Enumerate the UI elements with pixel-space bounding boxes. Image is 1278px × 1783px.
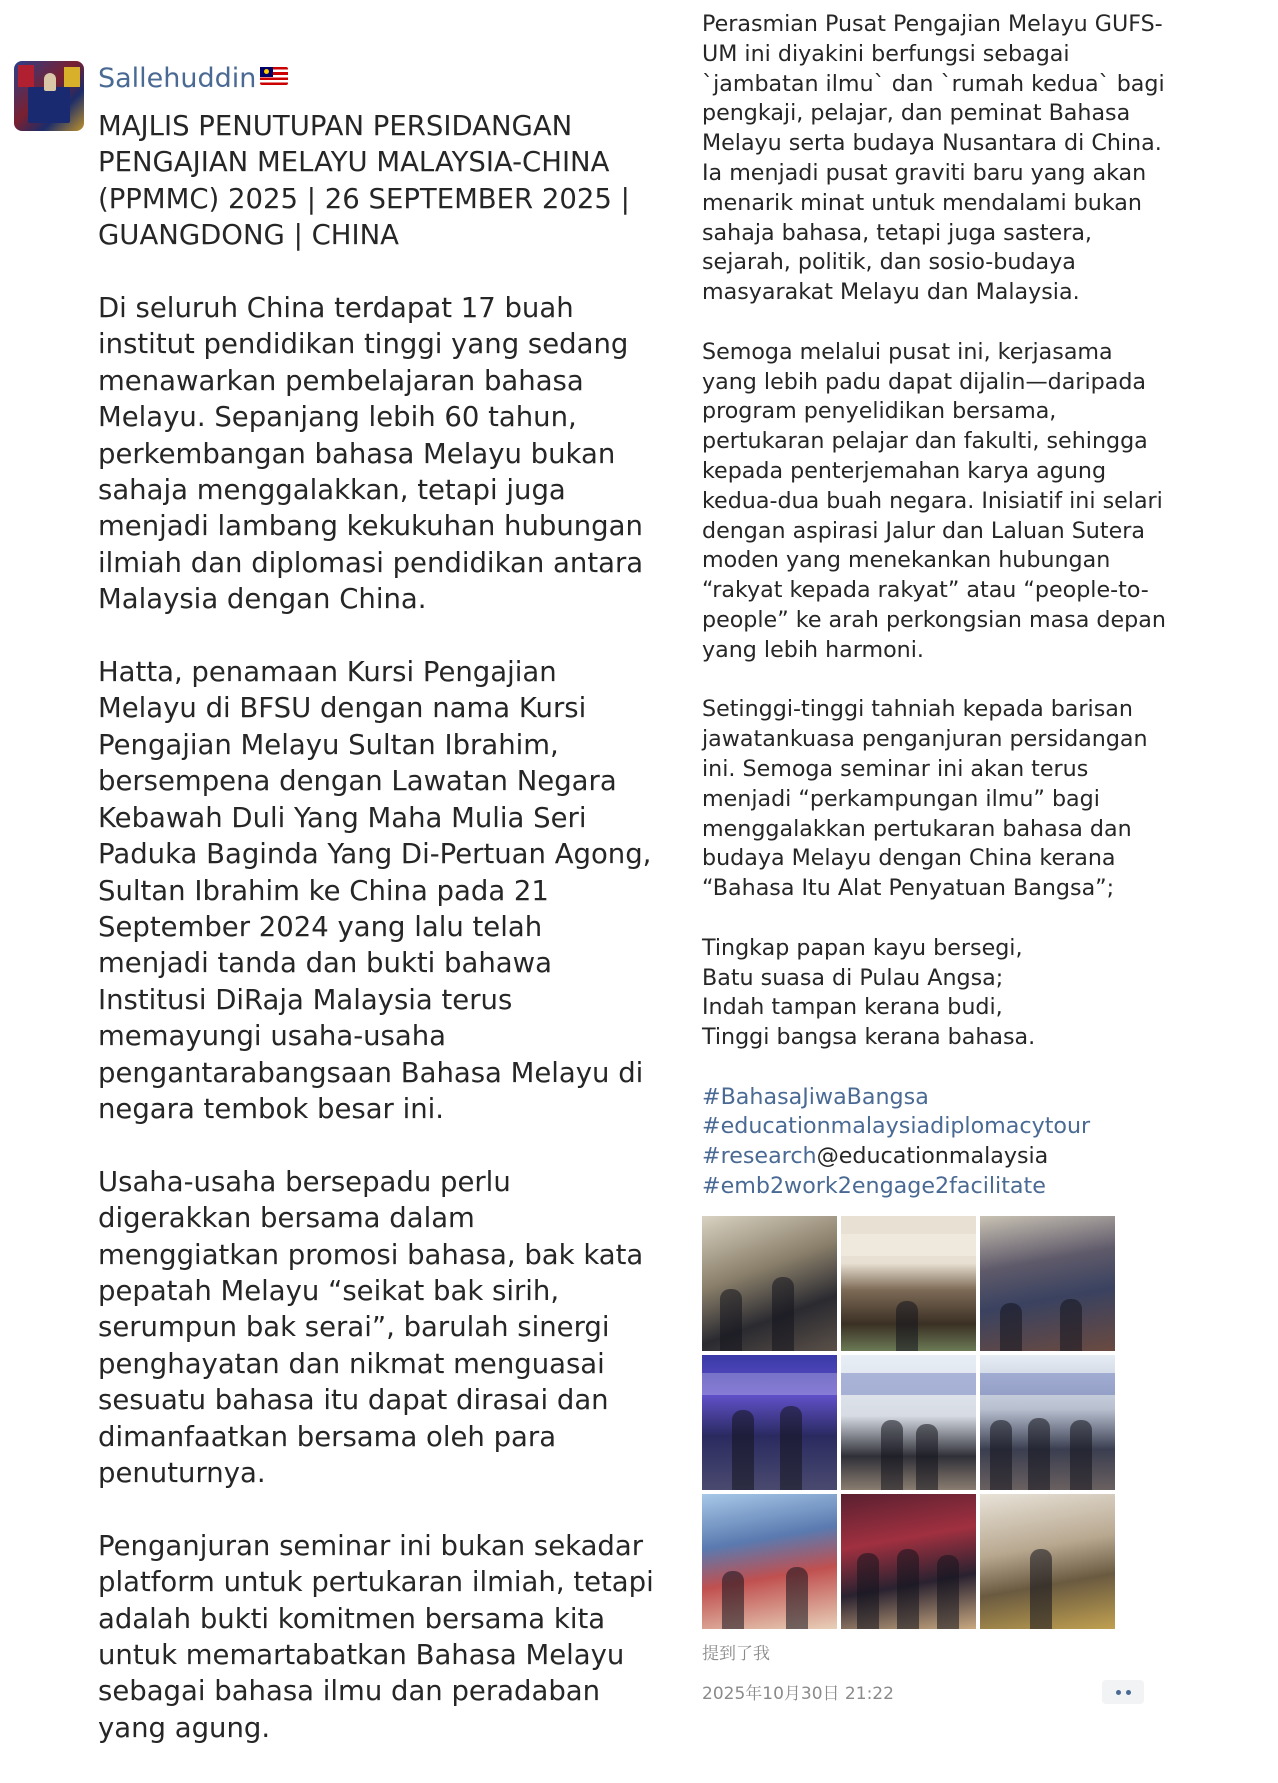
photo-figure: [772, 1277, 794, 1351]
post-paragraph: Hatta, penamaan Kursi Pengajian Melayu di BFSU dengan nama Kursi Pengajian Melayu Sultan Ibrahim, bersempena dengan Lawatan Negara Kebawah Duli Yang Maha Mulia Seri Paduka Baginda Yang Di-Pertuan Agong, Sultan Ibrahim ke China pada 21 September 2024 yang lalu telah menjadi tanda dan bukti bahawa Institusi DiRaja Malaysia terus memayungi usaha-usaha pengantarabangsaan Bahasa Melayu di negara tembok besar ini.: [98, 656, 652, 1125]
more-button[interactable]: [1102, 1680, 1144, 1704]
photo-figure: [1030, 1549, 1052, 1629]
avatar-person: [44, 73, 56, 91]
photo-figure: [881, 1420, 903, 1490]
photo-figure: [720, 1289, 742, 1351]
photo-figure: [1060, 1299, 1082, 1351]
post-paragraph: Penganjuran seminar ini bukan sekadar platform untuk pertukaran ilmiah, tetapi adalah bukti komitmen bersama kita untuk memartabatkan Bahasa Melayu sebagai bahasa ilmu dan peradaban yang agung.: [98, 1529, 654, 1744]
pantun-verse: Tingkap papan kayu bersegi, Batu suasa di Pulau Angsa; Indah tampan kerana budi, Tinggi bangsa kerana bahasa.: [702, 934, 1036, 1051]
more-dots-icon: [1116, 1690, 1121, 1695]
more-dots-icon: [1126, 1690, 1131, 1695]
post-paragraph: Di seluruh China terdapat 17 buah institut pendidikan tinggi yang sedang menawarkan pembelajaran bahasa Melayu. Sepanjang lebih 60 tahun, perkembangan bahasa Melayu bukan sahaja menggalakkan, tetapi juga menjadi lambang kekukuhan hubungan ilmiah dan diplomasi pendidikan antara Malaysia dengan China.: [98, 292, 644, 616]
photo-thumbnail[interactable]: [841, 1494, 976, 1629]
avatar-podium: [28, 87, 70, 123]
hashtag-link[interactable]: #research: [702, 1143, 817, 1170]
username-link[interactable]: [98, 62, 288, 96]
photo-figure: [1070, 1420, 1092, 1490]
post-paragraph: Semoga melalui pusat ini, kerjasama yang lebih padu dapat dijalin—daripada program penyelidikan bersama, pertukaran pelajar dan fakulti, sehingga kepada penterjemahan karya agung kedua-dua buah negara. Inisiatif ini selari dengan aspirasi Jalur dan Laluan Sutera moden yang menekankan hubungan “rakyat kepada rakyat” atau “people-to-people” ke arah perkongsian masa depan yang lebih harmoni.: [702, 338, 1166, 663]
photo-figure: [1000, 1303, 1022, 1351]
post-paragraph: Usaha-usaha bersepadu perlu digerakkan bersama dalam menggiatkan promosi bahasa, bak kata pepatah Melayu “seikat bak sirih, serumpun bak serai”, barulah sinergi penghayatan dan nikmat menguasai sesuatu bahasa itu dapat dirasai dan dimanfaatkan bersama oleh para penuturnya.: [98, 1165, 644, 1489]
post-paragraph: Setinggi-tinggi tahniah kepada barisan jawatankuasa penganjuran persidangan ini. Semoga seminar ini akan terus menjadi “perkampungan ilmu” bagi menggalakkan pertukaran bahasa dan budaya Melayu dengan China kerana “Bahasa Itu Alat Penyatuan Bangsa”;: [702, 696, 1148, 902]
avatar-flag-right: [64, 67, 80, 87]
hashtag-link[interactable]: #emb2work2engage2facilitate: [702, 1173, 1046, 1200]
photo-figure: [990, 1420, 1012, 1490]
photo-banner: [841, 1234, 976, 1256]
hashtag-list: [702, 1083, 1172, 1202]
post-paragraph: Perasmian Pusat Pengajian Melayu GUFS-UM ini diyakini berfungsi sebagai `jambatan ilmu` dan `rumah kedua` bagi pengkaji, pelajar, dan peminat Bahasa Melayu serta budaya Nusantara di China. Ia menjadi pusat graviti baru yang akan menarik minat untuk mendalami bukan sahaja bahasa, tetapi juga sastera, sejarah, politik, dan sosio-budaya masyarakat Melayu dan Malaysia.: [702, 11, 1165, 306]
hashtag-link[interactable]: #BahasaJiwaBangsa: [702, 1083, 929, 1110]
avatar[interactable]: [14, 61, 84, 131]
photo-figure: [732, 1410, 754, 1490]
photo-figure: [1028, 1418, 1050, 1490]
photo-figure: [897, 1549, 919, 1629]
photo-thumbnail[interactable]: [980, 1216, 1115, 1351]
photo-thumbnail[interactable]: [841, 1355, 976, 1490]
photo-thumbnail[interactable]: [980, 1494, 1115, 1629]
photo-thumbnail[interactable]: [841, 1216, 976, 1351]
photo-thumbnail[interactable]: [702, 1494, 837, 1629]
photo-thumbnail[interactable]: [980, 1355, 1115, 1490]
post-body-left: [98, 108, 658, 1783]
malaysia-flag-icon: [260, 67, 288, 85]
photo-banner: [980, 1373, 1115, 1395]
username-text[interactable]: Sallehuddin: [98, 63, 257, 94]
photo-figure: [722, 1571, 744, 1629]
post-body-right: [702, 10, 1172, 1202]
mentioned-me-label: 提到了我: [702, 1644, 770, 1664]
photo-thumbnail[interactable]: [702, 1355, 837, 1490]
hashtag-link[interactable]: #educationmalaysiadiplomacytour: [702, 1113, 1091, 1140]
mention-link[interactable]: @educationmalaysia: [816, 1143, 1049, 1170]
photo-figure: [857, 1553, 879, 1629]
photo-figure: [896, 1301, 918, 1351]
photo-figure: [916, 1424, 938, 1490]
photo-figure: [786, 1567, 808, 1629]
post-timestamp: 2025年10月30日 21:22: [702, 1684, 894, 1704]
photo-figure: [937, 1555, 959, 1629]
avatar-flag-left: [18, 65, 34, 87]
photo-banner: [702, 1373, 837, 1395]
photo-figure: [780, 1406, 802, 1490]
photo-thumbnail[interactable]: [702, 1216, 837, 1351]
post-title: MAJLIS PENUTUPAN PERSIDANGAN PENGAJIAN MELAYU MALAYSIA-CHINA (PPMMC) 2025 | 26 SEPTEMBER 2025 | GUANGDONG | CHINA: [98, 110, 630, 252]
photo-banner: [841, 1373, 976, 1395]
photo-grid: [702, 1216, 1116, 1630]
